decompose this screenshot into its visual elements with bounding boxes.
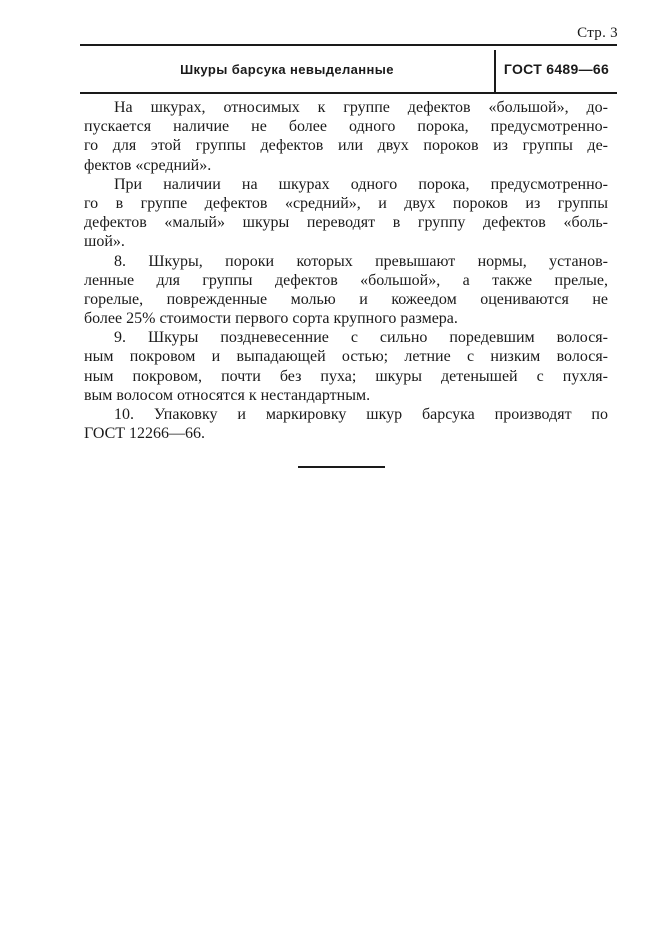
paragraph-item-8 [84,252,608,329]
document-title: Шкуры барсука невыделанные [180,62,394,77]
text-line: 9. Шкуры поздневесенние с сильно поредевшим волося- [114,329,608,347]
text-line: ным покровом и выпадающей остью; летние с низким волося- [84,348,608,366]
document-header [80,44,617,94]
text-line: горелые, поврежденные молью и кожеедом оцениваются не [84,290,608,308]
text-line: шой». [84,233,125,251]
text-line: дефектов «малый» шкуры переводят в группу дефектов «боль- [84,214,608,232]
text-line: вым волосом относятся к нестандартным. [84,386,371,404]
standard-number: ГОСТ 6489—66 [503,61,610,77]
text-line: При наличии на шкурах одного порока, предусмотренно- [114,175,608,193]
text-line: го для этой группы дефектов или двух пороков из группы де- [84,137,608,155]
text-line: пускается наличие не более одного порока, предусмотренно- [84,118,608,136]
text-line: На шкурах, относимых к группе дефектов «большой», до- [114,99,608,116]
paragraph-item-9 [84,328,608,405]
end-rule [298,466,385,468]
text-line: 8. Шкуры, пороки которых превышают нормы, установ- [114,252,608,270]
text-line: ГОСТ 12266—66. [84,425,206,443]
text-line: 10. Упаковку и маркировку шкур барсука производят по [114,406,608,423]
text-line: ным покровом, почти без пуха; шкуры детенышей с пухля- [84,367,608,385]
text-line: более 25% стоимости первого сорта крупного размера. [84,310,458,328]
paragraph [84,175,608,252]
paragraph [84,98,608,175]
paragraph-item-10 [84,405,608,443]
text-line: фектов «средний». [84,156,212,174]
text-line: го в группе дефектов «средний», и двух пороков из группы [84,194,608,212]
page-number: Стр. 3 [577,25,618,41]
text-line: ленные для группы дефектов «большой», а также прелые, [84,271,608,289]
body-text [84,98,608,443]
